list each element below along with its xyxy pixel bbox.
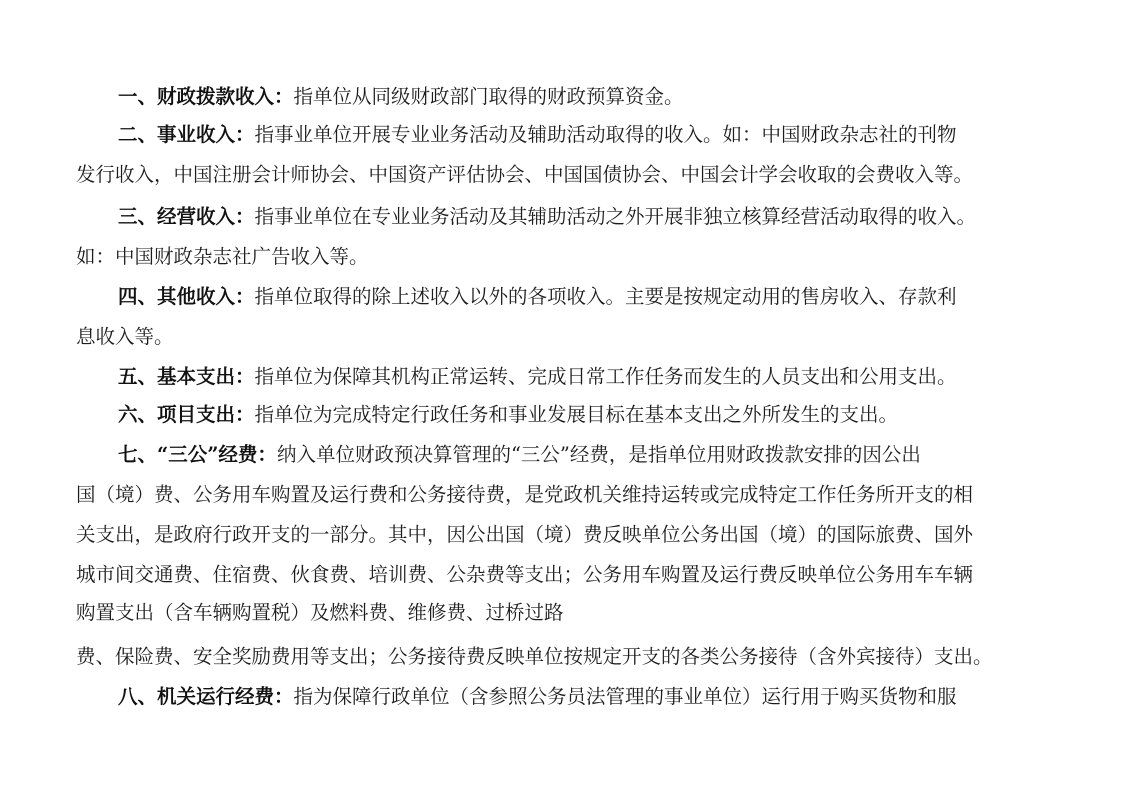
paragraph-3-line-2: 如：中国财政杂志社广告收入等。 xyxy=(76,245,369,268)
paragraph-3-heading: 三、经营收入： xyxy=(118,205,255,228)
paragraph-7-line-5: 购置支出（含车辆购置税）及燃料费、维修费、过桥过路 xyxy=(76,601,564,624)
paragraph-4-line-1 xyxy=(118,282,957,312)
paragraph-6-line-1 xyxy=(118,400,898,430)
paragraph-1-line-1 xyxy=(118,82,684,112)
paragraph-1-heading: 一、财政拨款收入： xyxy=(118,85,294,108)
paragraph-7-heading: 七、“三公”经费： xyxy=(118,443,277,466)
paragraph-2-line-1 xyxy=(118,120,957,150)
paragraph-7-text: 纳入单位财政预决算管理的“三公”经费，是指单位用财政拨款安排的因公出 xyxy=(276,443,921,466)
paragraph-6-text: 指单位为完成特定行政任务和事业发展目标在基本支出之外所发生的支出。 xyxy=(254,403,899,426)
paragraph-7-line-3: 关支出，是政府行政开支的一部分。其中，因公出国（境）费反映单位公务出国（境）的国际旅费、国外 xyxy=(76,523,974,546)
paragraph-4-text: 指单位取得的除上述收入以外的各项收入。主要是按规定动用的售房收入、存款利 xyxy=(254,285,957,308)
paragraph-7-line-4: 城市间交通费、住宿费、伙食费、培训费、公杂费等支出；公务用车购置及运行费反映单位公务用车车辆 xyxy=(76,563,974,586)
paragraph-4-line-2: 息收入等。 xyxy=(76,325,174,348)
paragraph-2-heading: 二、事业收入： xyxy=(118,123,255,146)
paragraph-8-line-1 xyxy=(118,682,957,712)
paragraph-5-text: 指单位为保障其机构正常运转、完成日常工作任务而发生的人员支出和公用支出。 xyxy=(254,365,957,388)
paragraph-5-line-1 xyxy=(118,362,957,392)
paragraph-8-heading: 八、机关运行经费： xyxy=(118,685,294,708)
paragraph-7-line-2: 国（境）费、公务用车购置及运行费和公务接待费，是党政机关维持运转或完成特定工作任务所开支的相 xyxy=(76,483,974,506)
paragraph-2-text: 指事业单位开展专业业务活动及辅助活动取得的收入。如：中国财政杂志社的刊物 xyxy=(254,123,957,146)
paragraph-5-heading: 五、基本支出： xyxy=(118,365,255,388)
paragraph-3-text: 指事业单位在专业业务活动及其辅助活动之外开展非独立核算经营活动取得的收入。 xyxy=(254,205,977,228)
paragraph-7-line-6: 费、保险费、安全奖励费用等支出；公务接待费反映单位按规定开支的各类公务接待（含外宾接待）支出。 xyxy=(76,645,993,668)
paragraph-2-line-2: 发行收入，中国注册会计师协会、中国资产评估协会、中国国债协会、中国会计学会收取的会费收入等。 xyxy=(76,163,974,186)
paragraph-7-line-1 xyxy=(118,440,921,470)
paragraph-6-heading: 六、项目支出： xyxy=(118,403,255,426)
paragraph-4-heading: 四、其他收入： xyxy=(118,285,255,308)
paragraph-1-text: 指单位从同级财政部门取得的财政预算资金。 xyxy=(293,85,684,108)
paragraph-8-text: 指为保障行政单位（含参照公务员法管理的事业单位）运行用于购买货物和服 xyxy=(293,685,957,708)
paragraph-3-line-1 xyxy=(118,202,976,232)
